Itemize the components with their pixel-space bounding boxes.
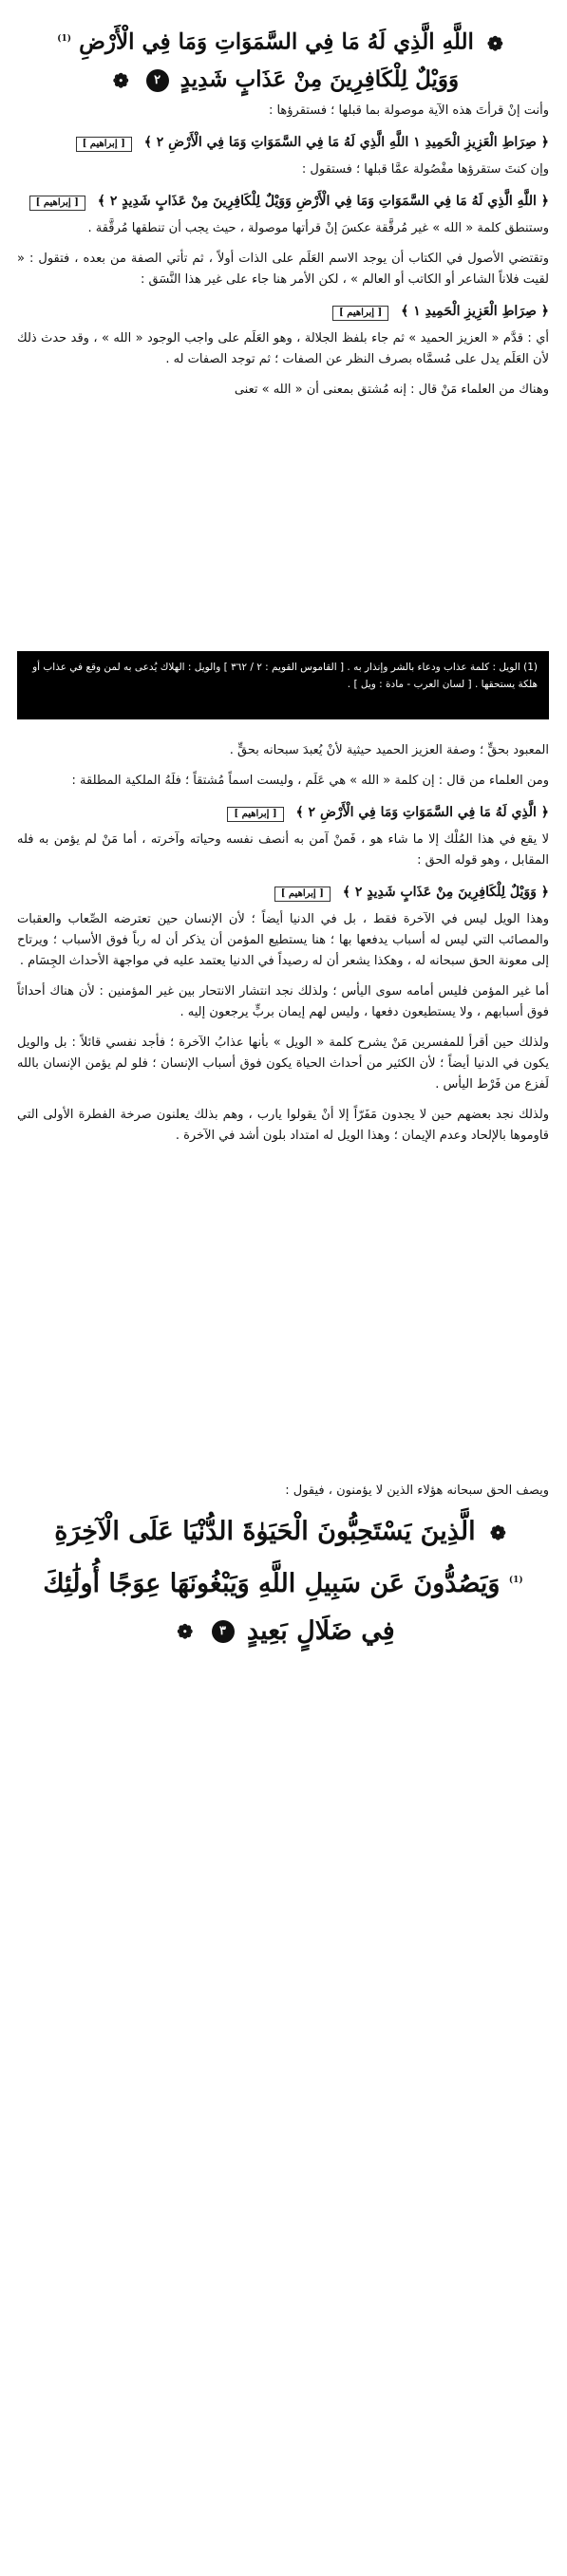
paragraph: وستنطق كلمة « الله » غير مُرقَّقة عكسَ إنْ قرأتها موصولة ، حيث يجب أن تنطقها مُرقَّقة . (87, 220, 549, 235)
quran-verse-large (17, 1511, 549, 1554)
source-label: [ إبراهيم ] (227, 807, 283, 822)
paragraph: وتقتضي الأصول في الكتاب أن يوجد الاسم العَلَم على الذات أولاً ، ثم تأتي الصفة من بعده ، فتقول : « لقيت فلاناً الشاعر أو الكاتب أو العالم » ، لكن الأمر هنا جاء على غير هذا النَّسَق : (17, 251, 549, 287)
paragraph: وأنت إنْ قرأتَ هذه الآية موصولة بما قبلها ؛ فستقرؤها : (268, 103, 549, 118)
verse-line-3: فِي ضَلَالٍ بَعِيدٍ (246, 1615, 395, 1646)
intro-line: ويصف الحق سبحانه هؤلاء الذين لا يؤمنون ، فيقول : (285, 1484, 549, 1498)
paragraph: أي : قدَّم « العزيز الحميد » ثم جاء بلفظ الجلالة ، وهو العَلَم على واجب الوجود « الله » ، وقد حدث ذلك لأن العَلَم يدل على مُسمَّاه بصرف النظر عن الصفات ؛ ثم توجد الصفات له . (17, 330, 549, 366)
quran-quote (17, 131, 549, 154)
quran-quote (17, 881, 549, 904)
verse-number-badge: ٢ (146, 69, 169, 92)
quote-text: ﴿ الَّذِي لَهُ مَا فِي السَّمَوَاتِ وَمَا فِي الْأَرْضِ ٢ ﴾ (295, 805, 549, 820)
commentary-block-3 (17, 1481, 549, 1699)
quran-verse-large-line-3 (17, 1611, 549, 1653)
quran-verse-header-line-2 (17, 64, 549, 97)
paragraph: وهناك من العلماء مَنْ قال : إنه مُشتق بمعنى أن « الله » تعنى (234, 382, 549, 397)
verse-line-2: وَوَيْلٌ لِلْكَافِرِينَ مِنْ عَذَابٍ شَدِيدٍ (180, 65, 460, 92)
paragraph: ولذلك حين أقرأ للمفسرين مَنْ يشرح كلمة « الويل » بأنها عذابُ الآخرة ؛ فأجد نفسي قائلاً : بل والويل يكون في الدنيا أيضاً ؛ لأن الكثير من أحداث الحياة يكون فوق أسباب الإنسان ؛ فلو لم يؤمن الإنسان بالله لَفزع من فَرْط اليأس . (17, 1036, 549, 1092)
quote-text: ﴿ صِرَاطِ الْعَزِيزِ الْحَمِيدِ ١ ﴾ (401, 303, 549, 319)
quran-verse-large-line-2 (17, 1559, 549, 1605)
quran-quote (17, 300, 549, 323)
quote-text: ﴿ صِرَاطِ الْعَزِيزِ الْحَمِيدِ ١ اللَّهِ الَّذِي لَهُ مَا فِي السَّمَوَاتِ وَمَا فِي الْأَرْضِ ٢ ﴾ (143, 134, 549, 150)
ornament-icon: ❁ (490, 1521, 506, 1544)
source-label: [ إبراهيم ] (332, 306, 388, 321)
source-label: [ إبراهيم ] (274, 887, 331, 902)
paragraph: ولذلك نجد بعضهم حين لا يجدون مَفَرّاً إلا أنْ يقولوا يارب ، وهم بذلك يعلنون صرخة الفطرة الأولى التي قاوموها بالإلحاد وعدم الإيمان ؛ وهذا الويل له امتداد بلون أشد في الآخرة . (17, 1108, 549, 1143)
paragraph: لا يقع في هذا المُلْك إلا ما شاء هو ، فَمنْ آمن به أنصف نفسه وحياته وآخرته ، أما مَنْ لم يؤمن به فله المقابل ، وهو قوله الحق : (17, 832, 549, 868)
verse-line-1: الَّذِينَ يَسْتَحِبُّونَ الْحَيَوٰةَ الدُّنْيَا عَلَى الْآخِرَةِ (54, 1517, 476, 1546)
verse-line-2: وَيَصُدُّونَ عَن سَبِيلِ اللَّهِ وَيَبْغُونَهَا عِوَجًا أُولَٰئِكَ (43, 1568, 501, 1598)
source-label: [ إبراهيم ] (29, 196, 85, 211)
footnote-text: (1) الويل : كلمة عذاب ودعاء بالشر وإنذار به . [ القاموس القويم : ٢ / ٣٦٢ ] والويل : الهلاك يُدعى به لمن وقع في عذاب أو هلكة يستحقها . [ لسان العرب - مادة : ويل ] . (32, 662, 538, 690)
ornament-icon: ❁ (486, 31, 503, 55)
paragraph: المعبود بحقٍّ ؛ وصفة العزيز الحميد حيثية لأنْ يُعبدَ سبحانه بحقٍّ . (229, 743, 549, 757)
footnote-marker: (1) (57, 34, 72, 44)
paragraph: وهذا الويل ليس في الآخرة فقط ، بل في الدنيا أيضاً ؛ لأن الإنسان حين تعترضه الصِّعاب والعقبات والمصائب التي ليس له أسباب يدفعها بها ؛ هنا يستطيع المؤمن أن يذكر أن له رباً فوق الأسباب ؛ ويرتاح إلى معونة الحق سبحانه له ، وهكذا يشعر أن له رصيداً في الدنيا يعتمد عليه في مواجهة الأحداث الجِسَام . (17, 912, 549, 968)
quran-verse-header (17, 23, 549, 60)
commentary-block-1 (17, 19, 549, 683)
paragraph: أما غير المؤمن فليس أمامه سوى اليأس ؛ ولذلك نجد انتشار الانتحار بين غير المؤمنين : لأن هناك أحداثاً فوق أسبابهم ، ولا يستطيعون دفعها ، وليس لهم إيمان بربٍّ يرجعون إليه . (17, 984, 549, 1019)
verse-number-badge: ٣ (212, 1620, 235, 1643)
source-label: [ إبراهيم ] (76, 137, 132, 152)
footnote-bar (17, 651, 549, 719)
quran-quote (17, 190, 549, 213)
commentary-block-2 (17, 740, 549, 1462)
quran-quote (17, 801, 549, 824)
ornament-icon: ❁ (177, 1620, 194, 1643)
paragraph: وإن كنتَ ستقرؤها مفْصُولة عمَّا قبلها ؛ فستقول : (301, 161, 549, 177)
verse-line-1: اللَّهِ الَّذِي لَهُ مَا فِي السَّمَوَاتِ وَمَا فِي الْأَرْضِ (79, 28, 474, 55)
quote-text: ﴿ وَوَيْلٌ لِلْكَافِرِينَ مِنْ عَذَابٍ شَدِيدٍ ٢ ﴾ (342, 885, 549, 900)
quote-text: ﴿ اللَّهِ الَّذِي لَهُ مَا فِي السَّمَوَاتِ وَمَا فِي الْأَرْضِ وَوَيْلٌ لِلْكَافِرِينَ مِنْ عَذَابٍ شَدِيدٍ ٢ ﴾ (97, 193, 549, 209)
ornament-icon: ❁ (112, 68, 129, 92)
paragraph: ومن العلماء من قال : إن كلمة « الله » هي عَلَم ، وليست اسماً مُشتقاً ؛ فلَهُ الملكية المطلقة : (71, 774, 549, 788)
footnote-marker: (1) (508, 1575, 523, 1585)
